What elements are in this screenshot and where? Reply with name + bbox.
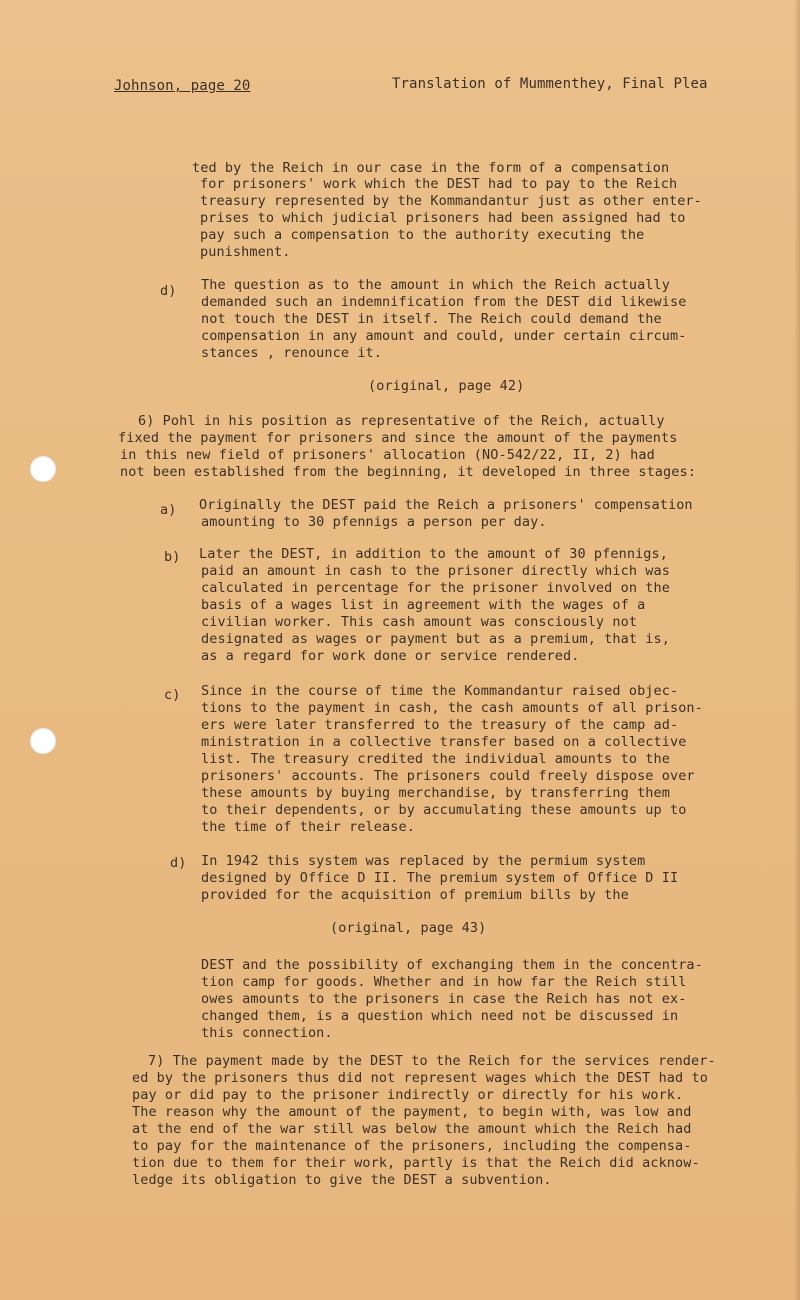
punch-hole-bottom [30,728,56,754]
text-line: not touch the DEST in itself. The Reich could demand the [201,311,662,327]
text-line: ed by the prisoners thus did not represent wages which the DEST had to [132,1070,708,1086]
text-line: paid an amount in cash to the prisoner directly which was [201,563,670,579]
text-line: Originally the DEST paid the Reich a prisoners' compensation [199,497,693,513]
text-line: Since in the course of time the Kommandantur raised objec- [201,683,679,699]
text-line: demanded such an indemnification from the DEST did likewise [201,294,687,310]
text-line: civilian worker. This cash amount was consciously not [201,614,638,630]
text-line: for prisoners' work which the DEST had to pay to the Reich [200,176,678,192]
text-line: prisoners' accounts. The prisoners could freely dispose over [201,768,695,784]
text-line: owes amounts to the prisoners in case the Reich has not ex- [201,991,687,1007]
text-line: tion due to them for their work, partly is that the Reich did acknow- [132,1155,700,1171]
text-line: these amounts by buying merchandise, by transferring them [201,785,670,801]
original-page-43: (original, page 43) [330,920,487,936]
text-line: fixed the payment for prisoners and since the amount of the payments [118,430,678,446]
text-line: to their dependents, or by accumulating these amounts up to [201,802,687,818]
text-line: compensation in any amount and could, under certain circum- [201,328,687,344]
text-line: at the end of the war still was below the amount which the Reich had [132,1121,692,1137]
text-line: designed by Office D II. The premium system of Office D II [201,870,679,886]
header-right: Translation of Mummenthey, Final Plea [392,76,708,92]
text-line: treasury represented by the Kommandantur just as other enter- [200,193,702,209]
text-line: tion camp for goods. Whether and in how far the Reich still [201,974,687,990]
text-line: punishment. [200,244,291,260]
item-marker: a) [160,502,177,518]
page-edge-shadow [794,0,800,1300]
text-line: pay or did pay to the prisoner indirectly or directly for his work. [132,1087,684,1103]
text-line: 6) Pohl in his position as representative of the Reich, actually [138,413,665,429]
text-line: ministration in a collective transfer based on a collective [201,734,687,750]
punch-hole-top [30,456,56,482]
item-marker: d) [160,283,177,299]
text-line: prises to which judicial prisoners had been assigned had to [200,210,686,226]
text-line: the time of their release. [201,819,415,835]
text-line: this connection. [201,1025,333,1041]
text-line: ledge its obligation to give the DEST a subvention. [132,1172,552,1188]
item-marker: c) [164,687,181,703]
text-line: DEST and the possibility of exchanging them in the concentra- [201,957,703,973]
text-line: The reason why the amount of the payment, to begin with, was low and [132,1104,692,1120]
text-line: not been established from the beginning, it developed in three stages: [120,464,696,480]
text-line: pay such a compensation to the authority executing the [200,227,645,243]
text-line: In 1942 this system was replaced by the permium system [201,853,646,869]
item-marker: d) [170,855,187,871]
text-line: Later the DEST, in addition to the amount of 30 pfennigs, [199,546,668,562]
text-line: to pay for the maintenance of the prisoners, including the compensa- [132,1138,692,1154]
text-line: list. The treasury credited the individual amounts to the [201,751,670,767]
text-line: stances , renounce it. [201,345,383,361]
text-line: in this new field of prisoners' allocation (NO-542/22, II, 2) had [120,447,655,463]
text-line: as a regard for work done or service rendered. [201,648,580,664]
item-marker: b) [164,549,181,565]
text-line: basis of a wages list in agreement with the wages of a [201,597,646,613]
text-line: provided for the acquisition of premium bills by the [201,887,629,903]
text-line: The question as to the amount in which the Reich actually [201,277,670,293]
original-page-42: (original, page 42) [368,378,525,394]
text-line: designated as wages or payment but as a premium, that is, [201,631,670,647]
text-line: amounting to 30 pfennigs a person per day. [201,514,547,530]
text-line: calculated in percentage for the prisoner involved on the [201,580,670,596]
text-line: 7) The payment made by the DEST to the Reich for the services render- [148,1053,716,1069]
header-left: Johnson, page 20 [114,78,251,94]
text-line: changed them, is a question which need not be discussed in [201,1008,679,1024]
text-line: ers were later transferred to the treasury of the camp ad- [201,717,679,733]
text-line: tions to the payment in cash, the cash amounts of all prison- [201,700,703,716]
text-line: ted by the Reich in our case in the form of a compensation [192,160,670,176]
